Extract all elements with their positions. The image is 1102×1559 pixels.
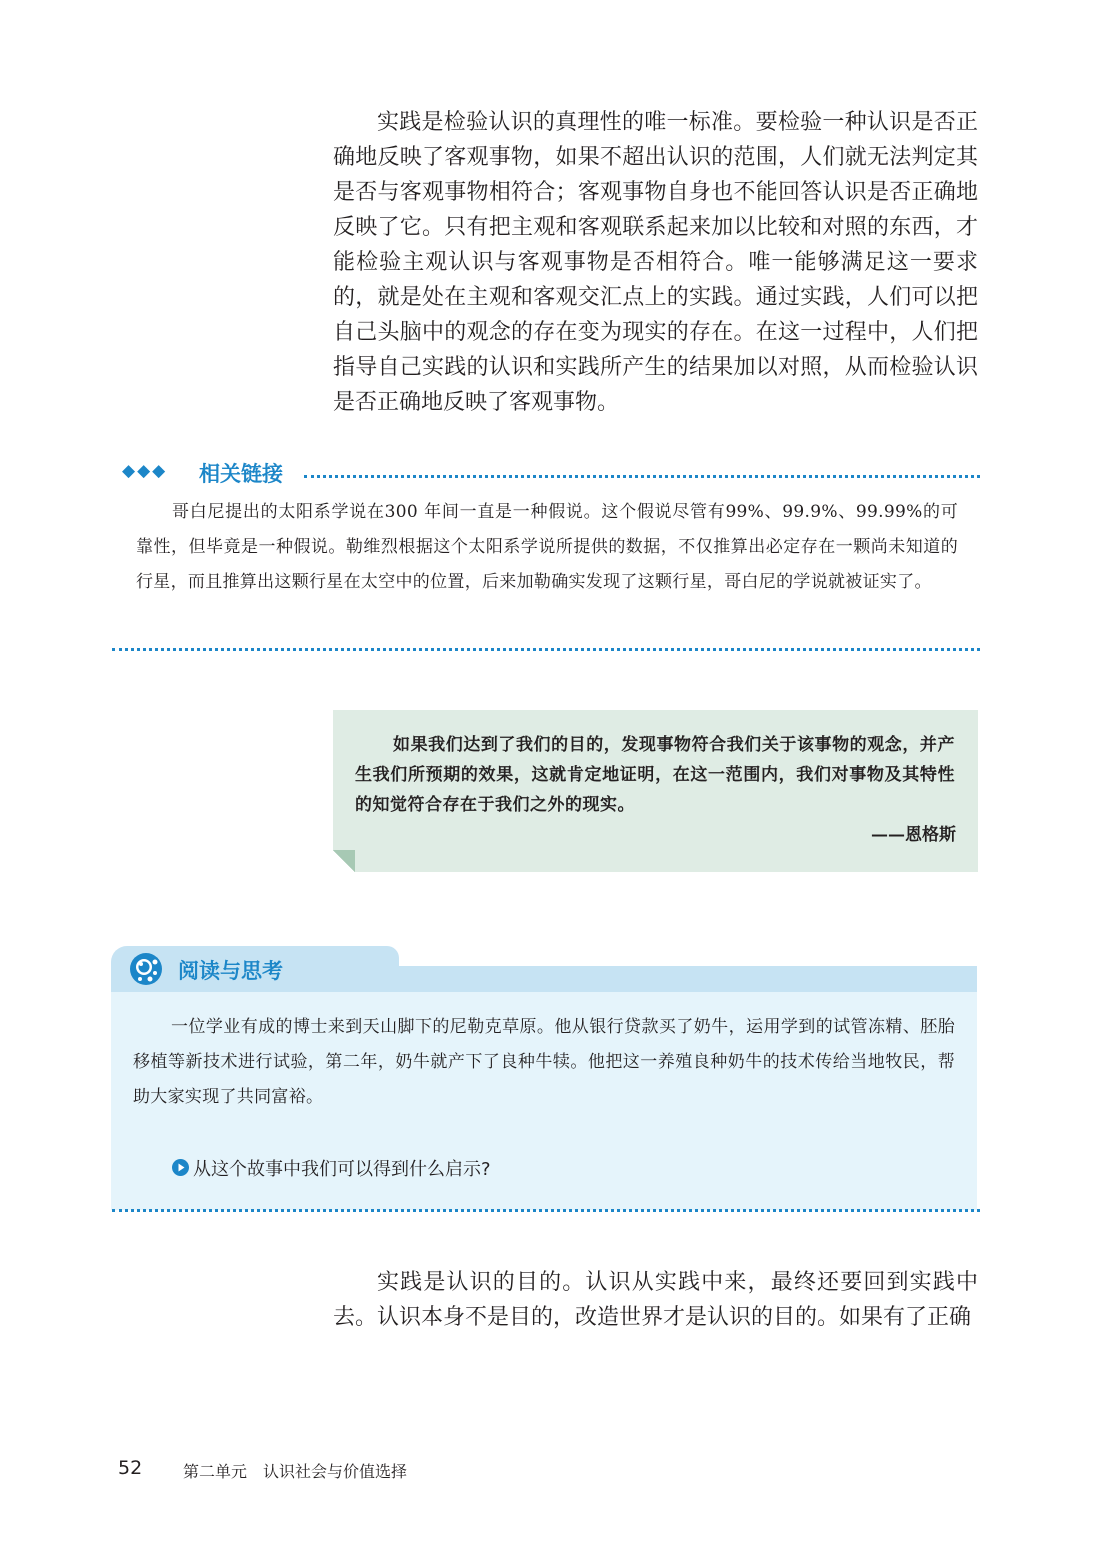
page-fold-corner bbox=[333, 850, 355, 872]
reading-title: 阅读与思考 bbox=[178, 959, 283, 983]
diamond-bullets-icon: ◆◆◆ bbox=[122, 461, 168, 481]
related-link-body: 哥白尼提出的太阳系学说在300 年间一直是一种假说。这个假说尽管有99%、99.9%、99.99%的可靠性，但毕竟是一种假说。勒维烈根据这个太阳系学说所提供的数据，不仅推算出必定存在一颗尚未知道的行星，而且推算出这颗行星在太空中的位置，后来加勒确实发现了这颗行星，哥白尼的学说就被证实了。 bbox=[136, 502, 958, 592]
magnifier-dots-icon bbox=[128, 951, 164, 987]
dotted-divider bbox=[304, 475, 980, 478]
play-circle-icon bbox=[172, 1159, 189, 1176]
body-paragraph-1: 实践是检验认识的真理性的唯一标准。要检验一种认识是否正确地反映了客观事物，如果不超出认识的范围，人们就无法判定其是否与客观事物相符合；客观事物自身也不能回答认识是否正确地反映了它。只有把主观和客观联系起来加以比较和对照的东西，才能检验主观认识与客观事物是否相符合。唯一能够满足这一要求的，就是处在主观和客观交汇点上的实践。通过实践，人们可以把自己头脑中的观念的存在变为现实的存在。在这一过程中，人们把指导自己实践的认识和实践所产生的结果加以对照，从而检验认识是否正确地反映了客观事物。 bbox=[333, 110, 978, 415]
quote-box bbox=[333, 710, 978, 872]
question-text: 从这个故事中我们可以得到什么启示? bbox=[193, 1159, 491, 1180]
quote-author: ——恩格斯 bbox=[871, 825, 956, 845]
body-paragraph-2: 实践是认识的目的。认识从实践中来，最终还要回到实践中去。认识本身不是目的，改造世界才是认识的目的。如果有了正确 bbox=[333, 1270, 978, 1330]
related-link-header bbox=[122, 458, 980, 490]
related-link-title: 相关链接 bbox=[199, 462, 283, 486]
footer-unit-title: 第二单元 认识社会与价值选择 bbox=[183, 1462, 408, 1481]
dotted-divider bbox=[112, 648, 980, 651]
reading-body: 一位学业有成的博士来到天山脚下的尼勒克草原。他从银行贷款买了奶牛，运用学到的试管冻精、胚胎移植等新技术进行试验，第二年，奶牛就产下了良种牛犊。他把这一养殖良种奶牛的技术传给当地牧民，帮助大家实现了共同富裕。 bbox=[133, 1017, 955, 1107]
dotted-divider bbox=[112, 1209, 980, 1212]
page-number: 52 bbox=[118, 1457, 143, 1479]
quote-text: 如果我们达到了我们的目的，发现事物符合我们关于该事物的观念，并产生我们所预期的效果，这就肯定地证明，在这一范围内，我们对事物及其特性的知觉符合存在于我们之外的现实。 bbox=[355, 735, 955, 815]
